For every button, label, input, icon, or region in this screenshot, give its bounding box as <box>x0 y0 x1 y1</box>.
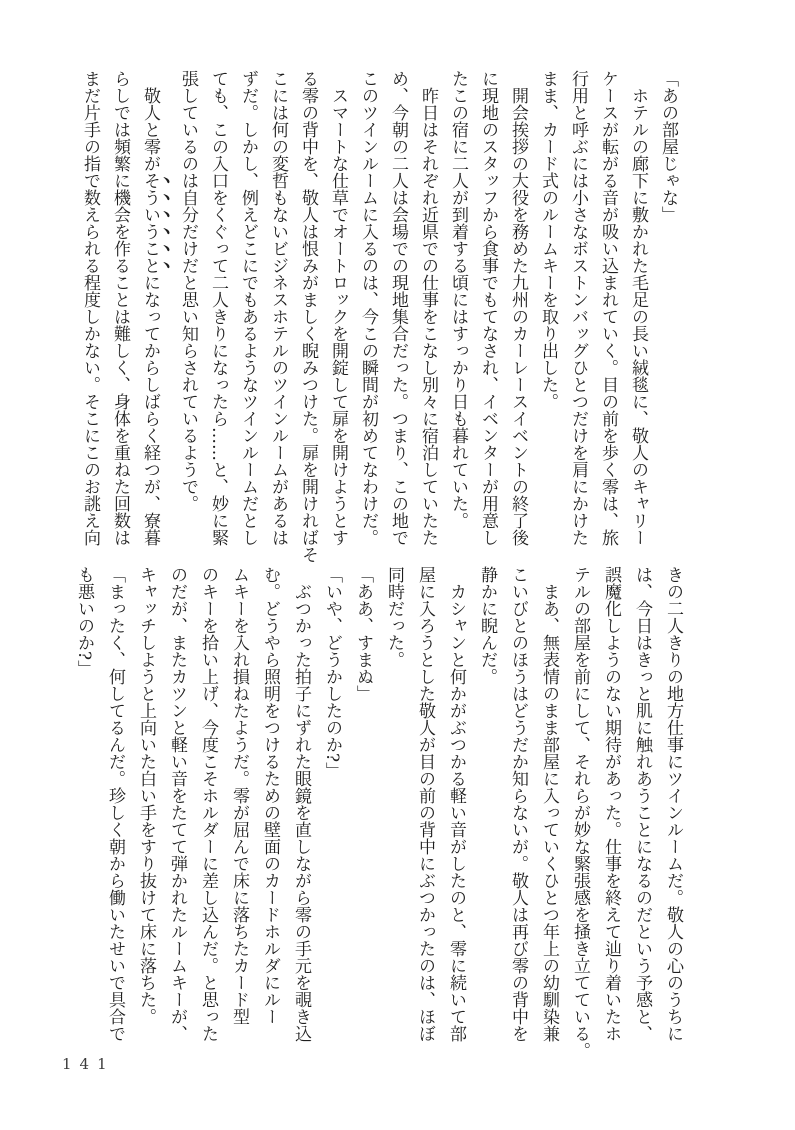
text-line: ケースが転がる音が吸い込まれていく。目の前を歩く零は、旅 <box>598 70 618 546</box>
text-line: 行用と呼ぶには小さなボストンバッグひとつだけを肩にかけた <box>568 70 588 546</box>
text-line: スマートな仕草でオートロックを開錠して扉を開けようとす <box>328 87 348 546</box>
text-line: 同時だった。 <box>384 566 404 668</box>
page-number: 141 <box>62 1055 115 1073</box>
text-line: ムキーを入れ損ねたようだ。零が屈んで床に落ちたカード型 <box>229 566 249 1025</box>
text-line: テルの部屋を前にして、それらが妙な緊張感を掻き立てている。 <box>570 566 590 1059</box>
text-line: ホテルの廊下に敷かれた毛足の長い絨毯に、敬人のキャリー <box>628 87 648 546</box>
text-line: る零の背中を、敬人は恨みがましく睨みつけた。扉を開ければそ <box>298 70 318 563</box>
text-line: カシャンと何かがぶつかる軽い音がしたのと、零に続いて部 <box>446 583 466 1042</box>
emphasized-text: そういうこと <box>140 172 160 274</box>
text-line: きの二人きりの地方仕事にツインルームだ。敬人の心のうちに <box>663 566 683 1042</box>
text-line: 誤魔化しようのない期待があった。仕事を終えて辿り着いたホ <box>601 566 621 1042</box>
text-line: のだが、またカツンと軽い音をたてて弾かれたルームキーが、 <box>167 566 187 1042</box>
text-line: は、今日はきっと肌に触れあうことになるのだという予感と、 <box>632 566 652 1042</box>
text-line: 屋に入ろうとした敬人が目の前の背中にぶつかったのは、ほぼ <box>415 566 435 1042</box>
text-line: のキーを拾い上げ、今度こそホルダーに差し込んだ。と思った <box>198 566 218 1042</box>
text-line: 昨日はそれぞれ近県での仕事をこなし別々に宿泊していたた <box>418 87 438 546</box>
text-line: まま、カード式のルームキーを取り出した。 <box>538 70 558 410</box>
text-line: む。どうやら照明をつけるための壁面のカードホルダにルー <box>260 566 280 1025</box>
text-line: たこの宿に二人が到着する頃にはすっかり日も暮れていた。 <box>448 70 468 529</box>
text-line: 「まったく、何してるんだ。珍しく朝から働いたせいで具合で <box>105 566 125 1042</box>
text-line: 「ああ、すまぬ」 <box>353 566 373 702</box>
text-line: このツインルームに入るのは、今この瞬間が初めてなわけだ。 <box>358 70 378 546</box>
text-line: 「あの部屋じゃな」 <box>658 70 678 223</box>
text-line: 「いや、どうかしたのか?」 <box>322 566 342 780</box>
text-line: まだ片手の指で数えられる程度しかない。そこにこのお誂え向 <box>80 70 100 546</box>
text-line: に現地のスタッフから食事でもてなされ、イベンターが用意し <box>478 70 498 546</box>
text-line: 敬人と零がそういうことになってからしばらく経つが、寮暮 <box>140 87 160 546</box>
text-line: キャッチしようと上向いた白い手をすり抜けて床に落ちた。 <box>136 566 156 1025</box>
text-line: め、今朝の二人は会場での現地集合だった。つまり、この地で <box>388 70 408 546</box>
text-line: ても、この入口をくぐって二人きりになったら……と、妙に緊 <box>208 70 228 546</box>
text-line: も悪いのか?」 <box>74 566 94 678</box>
text-line: 張しているのは自分だけだと思い知らされているようで。 <box>178 70 198 512</box>
text-line: まあ、無表情のまま部屋に入っていくひとつ年上の幼馴染兼 <box>539 583 559 1042</box>
text-block-bottom <box>68 566 688 1059</box>
text-line: ぶつかった拍子にずれた眼鏡を直しながら零の手元を覗き込 <box>291 583 311 1042</box>
text-line: こいびとのほうはどうだか知らないが。敬人は再び零の背中を <box>508 566 528 1042</box>
text-line: こには何の変哲もないビジネスホテルのツインルームがあるは <box>268 70 288 546</box>
text-block-top <box>75 70 683 563</box>
text-line: 静かに睨んだ。 <box>477 566 497 685</box>
text-line: らしでは頻繁に機会を作ることは難しく、身体を重ねた回数は <box>110 70 130 546</box>
text-line: ずだ。しかし、例えどこにでもあるようなツインルームだとし <box>238 70 258 546</box>
text-line: 開会挨拶の大役を務めた九州のカーレースイベントの終了後 <box>508 87 528 546</box>
